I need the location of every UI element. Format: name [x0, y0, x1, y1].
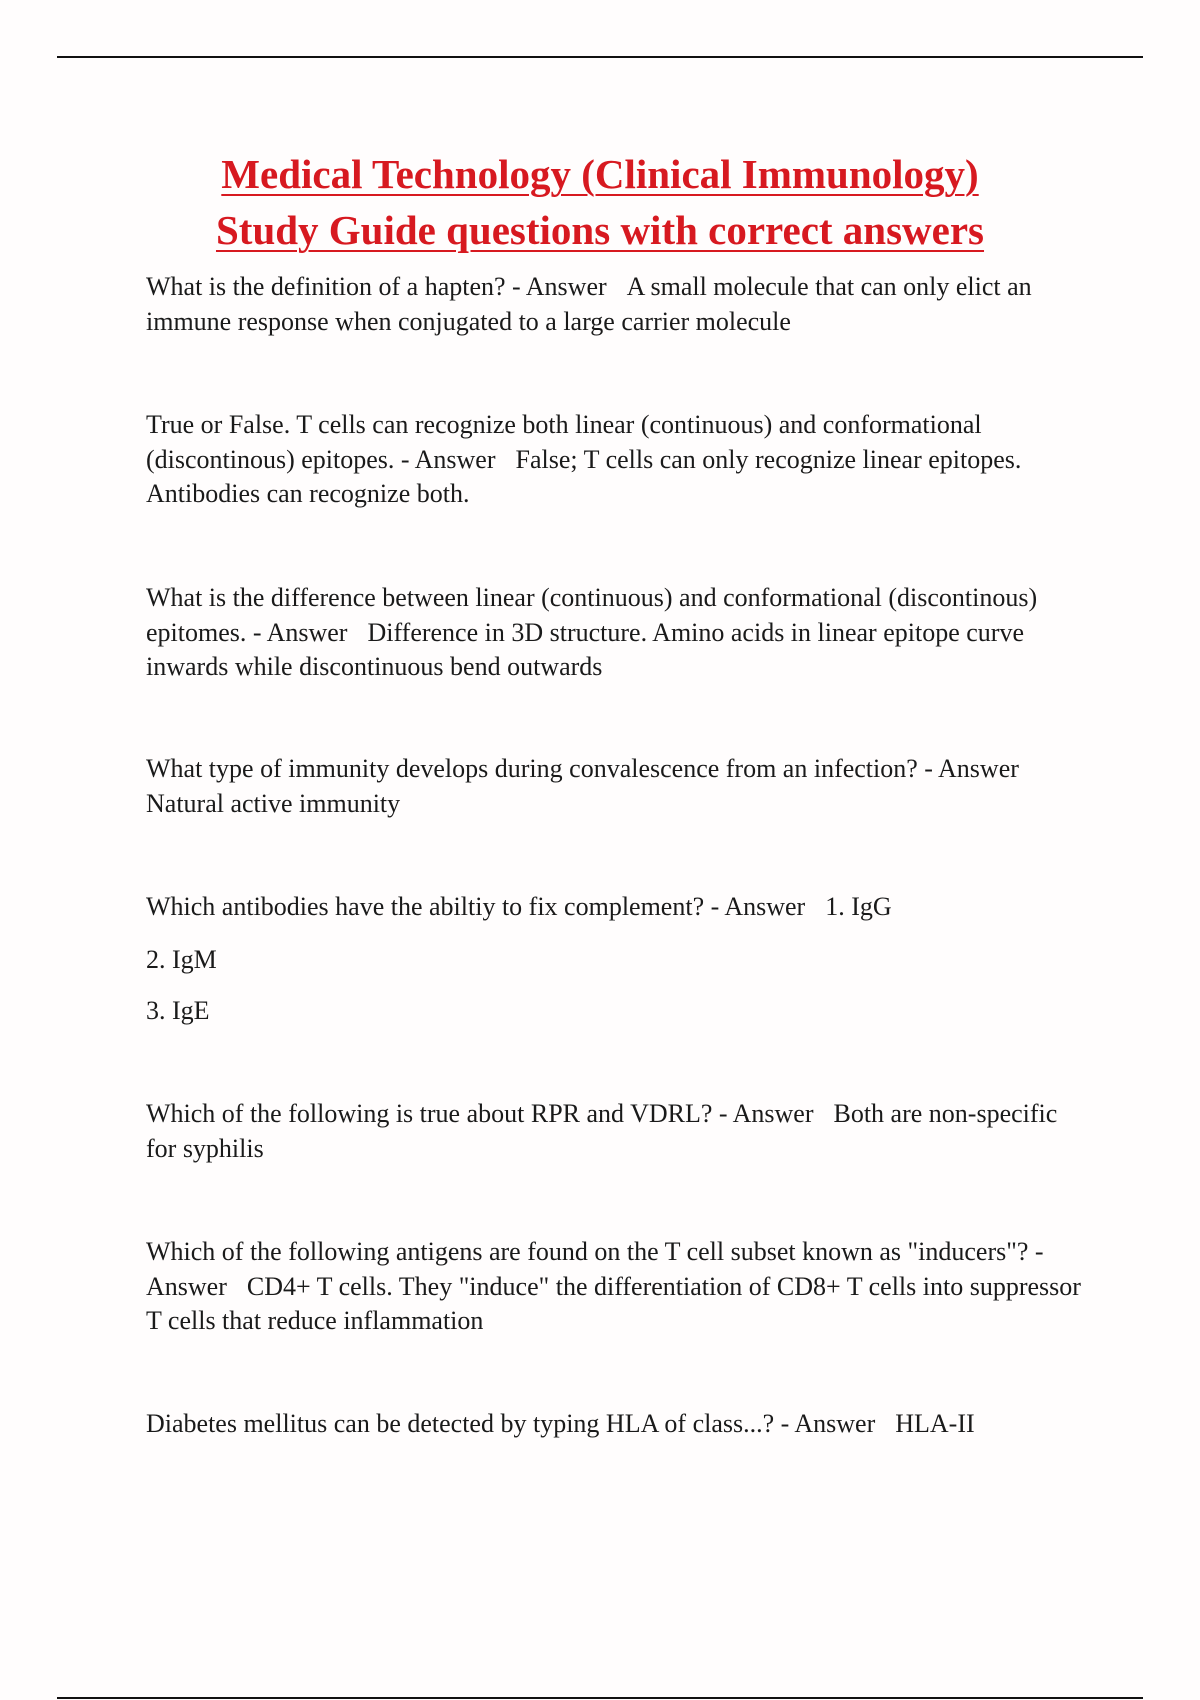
answer-list-item: 3. IgE	[146, 996, 210, 1025]
answer-text: 1. IgG	[825, 892, 892, 921]
qa-item-6	[146, 1097, 1086, 1166]
qa-item-7	[146, 1235, 1086, 1339]
qa-item-5	[146, 890, 1086, 925]
question-text: Which antibodies have the abiltiy to fix complement? - Answer	[146, 892, 806, 921]
qa-item-4	[146, 752, 1086, 821]
answer-text: Difference in 3D structure. Amino acids in linear epitope curve inwards while discontinuous bend outwards	[146, 617, 1024, 681]
question-text: What is the difference between linear (continuous) and conformational (discontinous) epitomes. - Answer	[146, 583, 1038, 647]
answer-text: Natural active immunity	[146, 788, 401, 818]
qa-item-8	[146, 1407, 1086, 1442]
question-text: What is the definition of a hapten? - Answer	[146, 272, 607, 301]
question-text: Diabetes mellitus can be detected by typing HLA of class...? - Answer	[146, 1409, 876, 1438]
question-text: Which of the following antigens are found on the T cell subset known as "inducers"? - Answer	[146, 1237, 1044, 1301]
question-text: What type of immunity develops during convalescence from an infection? - Answer	[146, 754, 1019, 783]
qa-item-3	[146, 581, 1086, 685]
answer-text: HLA-II	[895, 1409, 975, 1438]
answer-list-item: 2. IgM	[146, 945, 217, 974]
title-line-1: Medical Technology (Clinical Immunology)	[221, 151, 979, 197]
document-title	[100, 146, 1100, 258]
qa-item-1	[146, 270, 1086, 339]
title-line-2: Study Guide questions with correct answers	[215, 207, 985, 253]
answer-text: Both are non-specific for syphilis	[146, 1099, 1058, 1163]
qa-item-2	[146, 408, 1086, 512]
question-text: Which of the following is true about RPR and VDRL? - Answer	[146, 1099, 814, 1128]
top-rule	[57, 56, 1143, 58]
answer-text: CD4+ T cells. They "induce" the differentiation of CD8+ T cells into suppressor T cells that reduce inflammation	[146, 1271, 1081, 1335]
answer-text: False; T cells can only recognize linear epitopes. Antibodies can recognize both.	[146, 444, 1022, 508]
answer-text: A small molecule that can only elict an immune response when conjugated to a large carrier molecule	[146, 272, 1032, 336]
question-text: True or False. T cells can recognize both linear (continuous) and conformational (discontinous) epitopes. - Answer	[146, 410, 982, 474]
bottom-rule	[57, 1697, 1143, 1699]
